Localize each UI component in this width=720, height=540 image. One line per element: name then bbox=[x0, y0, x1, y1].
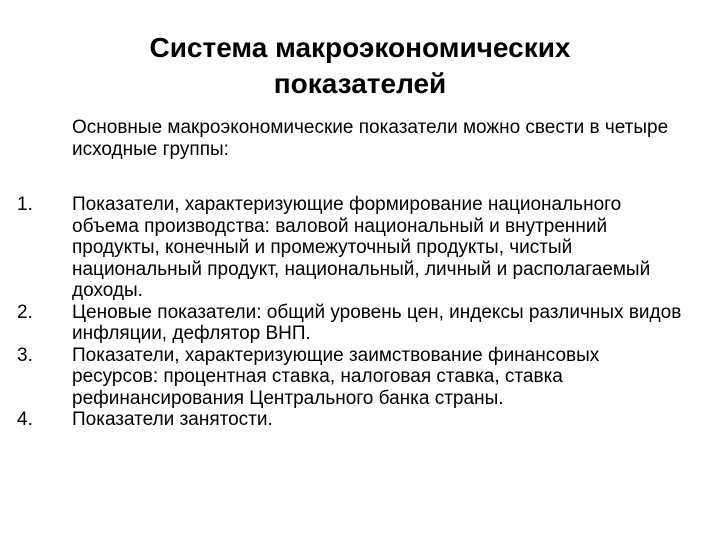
slide-title: Система макроэкономических показателей bbox=[149, 32, 571, 99]
list-item-number: 4. bbox=[17, 409, 33, 430]
list-item-text: Показатели занятости. bbox=[72, 409, 273, 430]
list-item bbox=[0, 345, 690, 410]
list-item-text: Показатели, характеризующие формирование национального объема производства: валовой национальный и внутренний продукты, конечный и промежуточный продукты, чистый национальный продукт, национальный, личный и располагаемый доходы. bbox=[72, 194, 651, 301]
list-item-number: 1. bbox=[17, 194, 33, 215]
indicator-groups-list bbox=[0, 194, 690, 431]
list-item bbox=[0, 194, 690, 302]
list-item bbox=[0, 302, 690, 345]
list-item bbox=[0, 409, 690, 431]
list-item-number: 2. bbox=[17, 301, 33, 323]
list-item-text: Ценовые показатели: общий уровень цен, индексы различных видов инфляции, дефлятор ВНП. bbox=[72, 301, 682, 344]
intro-paragraph: Основные макроэкономические показатели можно свести в четыре исходные группы: bbox=[72, 117, 669, 160]
list-item-text: Показатели, характеризующие заимствование финансовых ресурсов: процентная ставка, налоговая ставка, ставка рефинансирования Центрального банка страны. bbox=[72, 344, 600, 409]
list-item-number: 3. bbox=[17, 344, 33, 366]
